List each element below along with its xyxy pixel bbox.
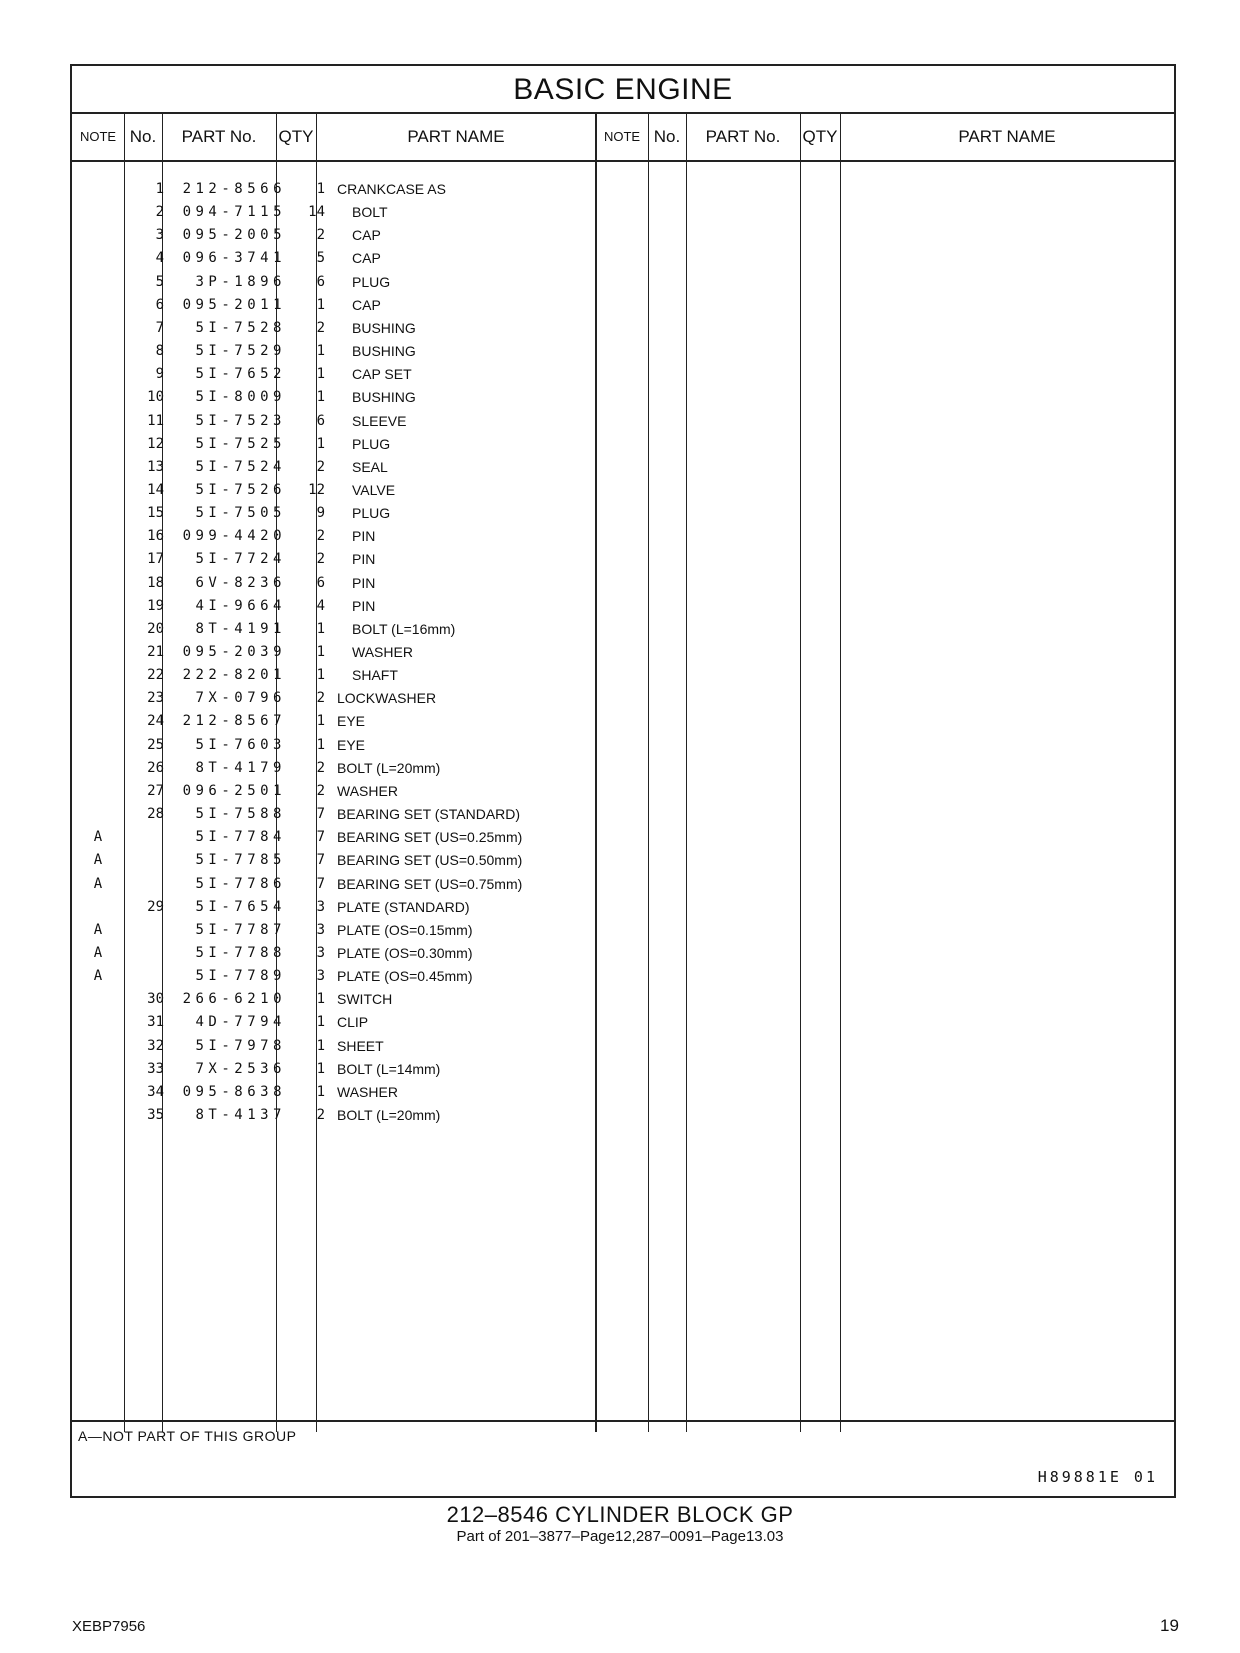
item-number-cell: 23 bbox=[147, 690, 164, 707]
table-row bbox=[72, 479, 1174, 502]
quantity-cell: 7 bbox=[316, 852, 325, 869]
group-caption: 212–8546 CYLINDER BLOCK GP bbox=[446, 1502, 794, 1527]
part-name-cell: PLUG bbox=[352, 435, 391, 452]
item-number-cell: 9 bbox=[155, 366, 164, 383]
header-qty-2: QTY bbox=[802, 127, 838, 146]
part-number-cell: 266-6210 bbox=[182, 991, 286, 1008]
table-row bbox=[72, 942, 1174, 965]
part-number-cell: 5I-7788 bbox=[195, 944, 286, 961]
item-number-cell: 27 bbox=[147, 782, 164, 799]
part-number-cell: 5I-7588 bbox=[195, 806, 286, 823]
item-number-cell: 14 bbox=[147, 481, 164, 498]
table-row bbox=[72, 317, 1174, 340]
table-row bbox=[72, 294, 1174, 317]
table-row bbox=[72, 710, 1174, 733]
part-name-cell: BOLT (L=16mm) bbox=[352, 620, 456, 637]
table-row bbox=[72, 873, 1174, 896]
part-number-cell: 5I-7786 bbox=[195, 875, 286, 892]
table-row bbox=[72, 988, 1174, 1011]
quantity-cell: 1 bbox=[316, 389, 325, 406]
part-name-cell: BOLT bbox=[352, 204, 388, 221]
quantity-cell: 1 bbox=[316, 713, 325, 730]
drawing-code: H89881E 01 bbox=[1037, 1468, 1158, 1486]
part-number-cell: 5I-7787 bbox=[195, 921, 286, 938]
table-row bbox=[72, 780, 1174, 803]
quantity-cell: 7 bbox=[316, 875, 325, 892]
part-name-cell: CRANKCASE AS bbox=[337, 181, 446, 197]
item-number-cell: 35 bbox=[147, 1107, 164, 1123]
part-name-cell: PLATE (OS=0.30mm) bbox=[337, 944, 473, 961]
item-number-cell: 12 bbox=[147, 435, 164, 452]
header-no-2: No. bbox=[653, 127, 681, 146]
part-number-cell: 099-4420 bbox=[182, 528, 286, 545]
part-name-cell: PLATE (STANDARD) bbox=[337, 898, 470, 915]
part-number-cell: 095-8638 bbox=[182, 1083, 286, 1100]
group-subcaption: Part of 201–3877–Page12,287–0091–Page13.03 bbox=[456, 1528, 784, 1545]
note-cell: A bbox=[93, 944, 103, 961]
part-name-cell: PLATE (OS=0.15mm) bbox=[337, 921, 473, 938]
item-number-cell: 20 bbox=[147, 620, 164, 637]
quantity-cell: 2 bbox=[316, 551, 325, 568]
table-row bbox=[72, 271, 1174, 294]
item-number-cell: 28 bbox=[147, 806, 164, 823]
part-name-cell: BEARING SET (US=0.50mm) bbox=[337, 852, 523, 869]
item-number-cell: 29 bbox=[147, 898, 164, 915]
table-row bbox=[72, 919, 1174, 942]
part-name-cell: CAP bbox=[352, 250, 381, 267]
quantity-cell: 2 bbox=[316, 690, 325, 707]
part-name-cell: BOLT (L=20mm) bbox=[337, 759, 441, 776]
document-id: XEBP7956 bbox=[72, 1618, 146, 1635]
table-row bbox=[72, 1035, 1174, 1058]
table-row bbox=[72, 572, 1174, 595]
part-name-cell: BUSHING bbox=[352, 343, 416, 360]
part-number-cell: 096-3741 bbox=[182, 250, 286, 267]
part-number-cell: 5I-7785 bbox=[195, 852, 286, 869]
item-number-cell: 17 bbox=[147, 551, 164, 568]
quantity-cell: 6 bbox=[316, 412, 325, 429]
part-name-cell: BEARING SET (US=0.75mm) bbox=[337, 875, 523, 892]
part-name-cell: WASHER bbox=[337, 1083, 398, 1100]
quantity-cell: 2 bbox=[316, 458, 325, 475]
quantity-cell: 7 bbox=[316, 829, 325, 846]
part-name-cell: CAP bbox=[352, 296, 381, 313]
quantity-cell: 1 bbox=[316, 644, 325, 660]
part-name-cell: CAP SET bbox=[352, 366, 412, 383]
table-row bbox=[72, 201, 1174, 224]
page-number: 19 bbox=[1160, 1616, 1179, 1635]
table-row bbox=[72, 340, 1174, 363]
table-row bbox=[72, 734, 1174, 757]
item-number-cell: 5 bbox=[155, 273, 164, 290]
table-row bbox=[72, 1081, 1174, 1104]
quantity-cell: 5 bbox=[316, 250, 325, 267]
table-header bbox=[72, 114, 1174, 162]
header-part-no-2: PART No. bbox=[705, 127, 781, 146]
part-number-cell: 7X-2536 bbox=[195, 1060, 286, 1077]
part-number-cell: 5I-7654 bbox=[195, 898, 286, 915]
item-number-cell: 31 bbox=[147, 1014, 164, 1031]
part-name-cell: SWITCH bbox=[337, 991, 393, 1008]
header-part-no: PART No. bbox=[181, 127, 257, 146]
header-note: NOTE bbox=[79, 129, 117, 144]
part-number-cell: 095-2011 bbox=[182, 296, 286, 313]
quantity-cell: 1 bbox=[316, 667, 325, 684]
quantity-cell: 2 bbox=[316, 528, 325, 545]
part-number-cell: 095-2039 bbox=[182, 644, 286, 660]
quantity-cell: 4 bbox=[316, 597, 325, 614]
quantity-cell: 3 bbox=[316, 921, 325, 938]
parts-table-frame bbox=[70, 64, 1176, 1498]
part-name-cell: BUSHING bbox=[352, 389, 416, 406]
quantity-cell: 1 bbox=[316, 435, 325, 452]
part-number-cell: 094-7115 bbox=[182, 204, 286, 221]
quantity-cell: 1 bbox=[316, 296, 325, 313]
part-number-cell: 5I-7528 bbox=[195, 319, 286, 336]
table-row bbox=[72, 896, 1174, 919]
part-name-cell: PIN bbox=[352, 528, 376, 545]
quantity-cell: 1 bbox=[316, 366, 325, 383]
part-name-cell: CAP bbox=[352, 227, 381, 244]
part-number-cell: 5I-7784 bbox=[195, 829, 286, 846]
quantity-cell: 1 bbox=[316, 343, 325, 360]
table-row bbox=[72, 1058, 1174, 1081]
item-number-cell: 10 bbox=[147, 389, 164, 406]
part-name-cell: PLATE (OS=0.45mm) bbox=[337, 968, 473, 985]
part-name-cell: BEARING SET (STANDARD) bbox=[337, 806, 521, 823]
table-row bbox=[72, 247, 1174, 270]
quantity-cell: 12 bbox=[308, 481, 325, 498]
item-number-cell: 34 bbox=[147, 1083, 164, 1100]
table-row bbox=[72, 1011, 1174, 1034]
quantity-cell: 2 bbox=[316, 227, 325, 244]
quantity-cell: 1 bbox=[316, 1083, 325, 1100]
part-name-cell: SHEET bbox=[337, 1037, 384, 1054]
table-row bbox=[72, 757, 1174, 780]
quantity-cell: 14 bbox=[308, 204, 325, 221]
quantity-cell: 1 bbox=[316, 1037, 325, 1054]
part-name-cell: LOCKWASHER bbox=[337, 690, 437, 707]
table-row bbox=[72, 641, 1174, 664]
item-number-cell: 16 bbox=[147, 528, 164, 545]
part-name-cell: PIN bbox=[352, 551, 376, 568]
part-number-cell: 5I-7524 bbox=[195, 458, 286, 475]
item-number-cell: 22 bbox=[147, 667, 164, 684]
table-row bbox=[72, 410, 1174, 433]
header-part-name-2: PART NAME bbox=[958, 127, 1056, 146]
note-cell: A bbox=[93, 875, 103, 892]
table-row bbox=[72, 433, 1174, 456]
table-row bbox=[72, 456, 1174, 479]
note-cell: A bbox=[93, 968, 103, 985]
part-number-cell: 5I-7529 bbox=[195, 343, 286, 360]
part-name-cell: BUSHING bbox=[352, 319, 416, 336]
table-row bbox=[72, 525, 1174, 548]
table-row bbox=[72, 595, 1174, 618]
part-number-cell: 5I-7603 bbox=[195, 736, 286, 753]
quantity-cell: 6 bbox=[316, 574, 325, 591]
item-number-cell: 8 bbox=[155, 343, 164, 360]
header-no: No. bbox=[129, 127, 157, 146]
part-number-cell: 212-8567 bbox=[182, 713, 286, 730]
part-number-cell: 3P-1896 bbox=[195, 273, 286, 290]
item-number-cell: 19 bbox=[147, 597, 164, 614]
part-number-cell: 6V-8236 bbox=[195, 574, 286, 591]
header-qty: QTY bbox=[278, 127, 314, 146]
table-row bbox=[72, 224, 1174, 247]
quantity-cell: 9 bbox=[316, 505, 325, 522]
quantity-cell: 1 bbox=[316, 991, 325, 1008]
part-number-cell: 5I-7652 bbox=[195, 366, 286, 383]
part-number-cell: 222-8201 bbox=[182, 667, 286, 684]
table-row bbox=[72, 664, 1174, 687]
part-name-cell: WASHER bbox=[337, 782, 398, 799]
quantity-cell: 2 bbox=[316, 319, 325, 336]
footnote-divider bbox=[72, 1420, 1174, 1422]
part-name-cell: PIN bbox=[352, 597, 376, 614]
part-number-cell: 5I-7724 bbox=[195, 551, 286, 568]
quantity-cell: 1 bbox=[316, 736, 325, 753]
table-row bbox=[72, 803, 1174, 826]
quantity-cell: 2 bbox=[316, 759, 325, 776]
part-name-cell: SEAL bbox=[352, 458, 388, 475]
quantity-cell: 1 bbox=[316, 1060, 325, 1077]
footnote: A—NOT PART OF THIS GROUP bbox=[78, 1428, 297, 1444]
quantity-cell: 6 bbox=[316, 273, 325, 290]
item-number-cell: 26 bbox=[147, 759, 164, 776]
table-row bbox=[72, 178, 1174, 201]
quantity-cell: 2 bbox=[316, 782, 325, 799]
part-name-cell: PIN bbox=[352, 574, 376, 591]
table-row bbox=[72, 965, 1174, 988]
table-row bbox=[72, 618, 1174, 641]
item-number-cell: 15 bbox=[147, 505, 164, 522]
part-number-cell: 095-2005 bbox=[182, 227, 286, 244]
part-name-cell: BOLT (L=14mm) bbox=[337, 1060, 441, 1077]
quantity-cell: 7 bbox=[316, 806, 325, 823]
part-number-cell: 212-8566 bbox=[182, 181, 286, 197]
quantity-cell: 3 bbox=[316, 898, 325, 915]
note-cell: A bbox=[93, 852, 103, 869]
item-number-cell: 13 bbox=[147, 458, 164, 475]
table-row bbox=[72, 1104, 1174, 1127]
part-name-cell: CLIP bbox=[337, 1014, 369, 1031]
table-row bbox=[72, 826, 1174, 849]
part-number-cell: 5I-7978 bbox=[195, 1037, 286, 1054]
item-number-cell: 3 bbox=[155, 227, 164, 244]
item-number-cell: 24 bbox=[147, 713, 164, 730]
part-name-cell: EYE bbox=[337, 713, 366, 730]
item-number-cell: 7 bbox=[155, 319, 164, 336]
item-number-cell: 30 bbox=[147, 991, 164, 1008]
item-number-cell: 11 bbox=[147, 412, 164, 429]
item-number-cell: 2 bbox=[155, 204, 164, 221]
part-number-cell: 8T-4137 bbox=[195, 1107, 286, 1123]
item-number-cell: 21 bbox=[147, 644, 164, 660]
item-number-cell: 25 bbox=[147, 736, 164, 753]
header-note-2: NOTE bbox=[603, 129, 641, 144]
quantity-cell: 3 bbox=[316, 944, 325, 961]
part-number-cell: 5I-7526 bbox=[195, 481, 286, 498]
quantity-cell: 2 bbox=[316, 1107, 325, 1123]
part-number-cell: 5I-8009 bbox=[195, 389, 286, 406]
table-row bbox=[72, 849, 1174, 872]
part-name-cell: VALVE bbox=[352, 481, 396, 498]
part-name-cell: EYE bbox=[337, 736, 366, 753]
part-number-cell: 5I-7789 bbox=[195, 968, 286, 985]
quantity-cell: 1 bbox=[316, 620, 325, 637]
table-row bbox=[72, 386, 1174, 409]
note-cell: A bbox=[93, 921, 103, 938]
table-row bbox=[72, 502, 1174, 525]
part-number-cell: 096-2501 bbox=[182, 782, 286, 799]
table-row bbox=[72, 363, 1174, 386]
item-number-cell: 4 bbox=[155, 250, 164, 267]
part-number-cell: 4I-9664 bbox=[195, 597, 286, 614]
part-number-cell: 8T-4179 bbox=[195, 759, 286, 776]
part-number-cell: 5I-7505 bbox=[195, 505, 286, 522]
part-number-cell: 5I-7525 bbox=[195, 435, 286, 452]
item-number-cell: 6 bbox=[155, 296, 164, 313]
item-number-cell: 18 bbox=[147, 574, 164, 591]
page-title: BASIC ENGINE bbox=[72, 66, 1174, 114]
part-name-cell: SHAFT bbox=[352, 667, 398, 684]
part-name-cell: PLUG bbox=[352, 273, 391, 290]
quantity-cell: 1 bbox=[316, 1014, 325, 1031]
part-name-cell: SLEEVE bbox=[352, 412, 407, 429]
part-number-cell: 5I-7523 bbox=[195, 412, 286, 429]
quantity-cell: 1 bbox=[316, 181, 325, 197]
part-number-cell: 8T-4191 bbox=[195, 620, 286, 637]
note-cell: A bbox=[93, 829, 103, 846]
item-number-cell: 1 bbox=[155, 181, 164, 197]
part-name-cell: WASHER bbox=[352, 644, 413, 660]
part-number-cell: 7X-0796 bbox=[195, 690, 286, 707]
part-name-cell: BEARING SET (US=0.25mm) bbox=[337, 829, 523, 846]
part-name-cell: BOLT (L=20mm) bbox=[337, 1107, 441, 1123]
item-number-cell: 32 bbox=[147, 1037, 164, 1054]
part-name-cell: PLUG bbox=[352, 505, 391, 522]
quantity-cell: 3 bbox=[316, 968, 325, 985]
table-row bbox=[72, 687, 1174, 710]
table-row bbox=[72, 548, 1174, 571]
header-part-name: PART NAME bbox=[407, 127, 505, 146]
item-number-cell: 33 bbox=[147, 1060, 164, 1077]
part-number-cell: 4D-7794 bbox=[195, 1014, 286, 1031]
